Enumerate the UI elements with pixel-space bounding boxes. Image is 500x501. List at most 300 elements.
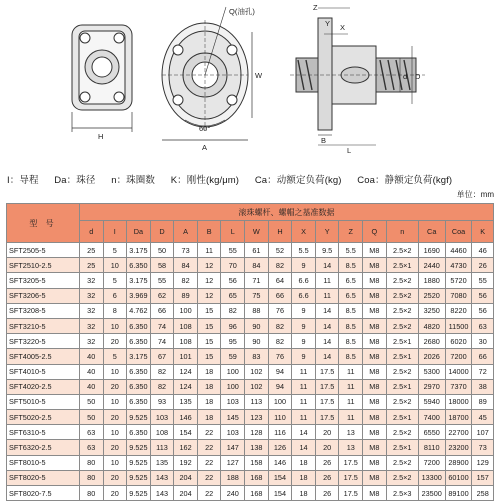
table-cell: 11 bbox=[339, 379, 363, 394]
dim-label-a: A bbox=[202, 143, 208, 152]
column-header: n bbox=[386, 221, 418, 243]
table-cell: 5.5 bbox=[339, 243, 363, 258]
table-cell: 82 bbox=[268, 258, 292, 273]
table-cell: 14 bbox=[315, 258, 339, 273]
table-cell: 2.5×2 bbox=[386, 394, 418, 409]
table-cell: 64 bbox=[268, 273, 292, 288]
table-cell: 9.525 bbox=[127, 470, 151, 485]
table-row bbox=[7, 334, 494, 349]
table-row bbox=[7, 394, 494, 409]
table-cell: 2.5×1 bbox=[386, 334, 418, 349]
table-cell: 9 bbox=[292, 334, 316, 349]
table-cell: 20 bbox=[315, 440, 339, 455]
table-cell: 168 bbox=[245, 486, 269, 501]
table-cell: 14000 bbox=[445, 364, 472, 379]
table-cell: 18 bbox=[197, 394, 221, 409]
column-header: L bbox=[221, 221, 245, 243]
table-cell: 3.175 bbox=[127, 243, 151, 258]
table-cell: 123 bbox=[245, 410, 269, 425]
table-cell: 76 bbox=[268, 349, 292, 364]
table-cell: 20 bbox=[103, 379, 127, 394]
table-cell: M8 bbox=[363, 303, 387, 318]
table-cell: 26 bbox=[315, 486, 339, 501]
table-cell: 17.5 bbox=[339, 470, 363, 485]
table-cell: 26 bbox=[315, 470, 339, 485]
table-row bbox=[7, 440, 494, 455]
table-cell: 2680 bbox=[418, 334, 445, 349]
column-header: I bbox=[103, 221, 127, 243]
table-cell: 10 bbox=[103, 394, 127, 409]
table-cell: M8 bbox=[363, 364, 387, 379]
table-cell: M8 bbox=[363, 318, 387, 333]
table-cell: 10 bbox=[103, 455, 127, 470]
table-cell: 100 bbox=[174, 303, 198, 318]
table-cell: 73 bbox=[472, 440, 494, 455]
table-cell: 6.350 bbox=[127, 318, 151, 333]
table-cell: 2.5×1 bbox=[386, 379, 418, 394]
table-cell: 63 bbox=[472, 318, 494, 333]
table-cell: 1880 bbox=[418, 273, 445, 288]
table-cell: 8.5 bbox=[339, 258, 363, 273]
table-cell: 192 bbox=[174, 455, 198, 470]
table-cell: 18 bbox=[197, 379, 221, 394]
column-header: Ca bbox=[418, 221, 445, 243]
group-header: 滚珠螺杆、螺帽之基准数据 bbox=[79, 204, 493, 221]
table-cell: 143 bbox=[150, 470, 174, 485]
table-cell: 22 bbox=[197, 455, 221, 470]
table-cell: 71 bbox=[245, 273, 269, 288]
legend-static-load: Coa：静额定负荷(kgf) bbox=[357, 175, 453, 186]
table-cell: 124 bbox=[174, 379, 198, 394]
column-header: Z bbox=[339, 221, 363, 243]
table-cell: 25 bbox=[79, 258, 103, 273]
table-cell: 20 bbox=[103, 334, 127, 349]
table-cell: 2.5×2 bbox=[386, 303, 418, 318]
model-cell: SFT6320-2.5 bbox=[7, 440, 80, 455]
table-cell: 11 bbox=[292, 379, 316, 394]
table-cell: 59 bbox=[221, 349, 245, 364]
table-cell: 17.5 bbox=[315, 364, 339, 379]
table-cell: 20 bbox=[103, 470, 127, 485]
table-row bbox=[7, 288, 494, 303]
table-cell: 6020 bbox=[445, 334, 472, 349]
unit-label: 单位：mm bbox=[456, 190, 494, 199]
table-cell: 146 bbox=[268, 455, 292, 470]
table-cell: 15 bbox=[197, 318, 221, 333]
table-row bbox=[7, 379, 494, 394]
table-cell: 113 bbox=[245, 394, 269, 409]
table-cell: 18000 bbox=[445, 394, 472, 409]
table-cell: 168 bbox=[245, 470, 269, 485]
table-cell: M8 bbox=[363, 258, 387, 273]
table-cell: 9.525 bbox=[127, 455, 151, 470]
model-cell: SFT8010-5 bbox=[7, 455, 80, 470]
table-cell: 4.762 bbox=[127, 303, 151, 318]
table-cell: 154 bbox=[268, 470, 292, 485]
table-cell: 5.5 bbox=[292, 243, 316, 258]
table-cell: 14 bbox=[292, 440, 316, 455]
table-cell: 38 bbox=[472, 379, 494, 394]
table-cell: 258 bbox=[472, 486, 494, 501]
table-cell: 17.5 bbox=[315, 379, 339, 394]
table-row bbox=[7, 243, 494, 258]
table-cell: 32 bbox=[79, 303, 103, 318]
table-cell: 65 bbox=[221, 288, 245, 303]
table-cell: 13 bbox=[339, 425, 363, 440]
model-cell: SFT4005-2.5 bbox=[7, 349, 80, 364]
table-cell: 56 bbox=[472, 303, 494, 318]
table-cell: 2026 bbox=[418, 349, 445, 364]
table-cell: 11 bbox=[339, 394, 363, 409]
table-cell: 8.5 bbox=[339, 349, 363, 364]
table-cell: 94 bbox=[268, 379, 292, 394]
dim-label-big-d: D bbox=[415, 72, 421, 81]
table-cell: 15 bbox=[197, 349, 221, 364]
table-cell: 9 bbox=[292, 318, 316, 333]
legend-lead: I：导程 bbox=[7, 175, 39, 186]
dim-label-b: B bbox=[321, 136, 327, 145]
table-cell: 23500 bbox=[418, 486, 445, 501]
column-header: K bbox=[472, 221, 494, 243]
table-cell: 7400 bbox=[418, 410, 445, 425]
column-header: Da bbox=[127, 221, 151, 243]
table-cell: 110 bbox=[268, 410, 292, 425]
table-row bbox=[7, 318, 494, 333]
table-cell: 128 bbox=[245, 425, 269, 440]
table-cell: 20 bbox=[315, 425, 339, 440]
table-cell: 18 bbox=[292, 470, 316, 485]
table-cell: 22 bbox=[197, 486, 221, 501]
table-cell: 10 bbox=[103, 258, 127, 273]
table-cell: 103 bbox=[221, 394, 245, 409]
table-cell: M8 bbox=[363, 410, 387, 425]
column-header: D bbox=[150, 221, 174, 243]
dim-label-d: d bbox=[403, 72, 408, 81]
table-cell: 9.525 bbox=[127, 410, 151, 425]
table-cell: 6.6 bbox=[292, 288, 316, 303]
table-cell: 32 bbox=[79, 288, 103, 303]
table-cell: 113 bbox=[150, 440, 174, 455]
table-cell: 2.5×1 bbox=[386, 349, 418, 364]
table-cell: 4730 bbox=[445, 258, 472, 273]
table-cell: 96 bbox=[221, 318, 245, 333]
table-cell: 32 bbox=[79, 334, 103, 349]
table-cell: 4820 bbox=[418, 318, 445, 333]
table-cell: 204 bbox=[174, 470, 198, 485]
table-cell: 18700 bbox=[445, 410, 472, 425]
table-cell: 116 bbox=[268, 425, 292, 440]
table-cell: 6.350 bbox=[127, 394, 151, 409]
table-cell: 52 bbox=[268, 243, 292, 258]
table-cell: 66 bbox=[268, 288, 292, 303]
table-cell: 154 bbox=[174, 425, 198, 440]
table-cell: 127 bbox=[221, 455, 245, 470]
dim-label-angle: 60° bbox=[199, 124, 211, 133]
table-cell: 58 bbox=[150, 258, 174, 273]
table-cell: 30 bbox=[472, 334, 494, 349]
table-cell: 11 bbox=[339, 410, 363, 425]
table-cell: 2.5×1 bbox=[386, 258, 418, 273]
legend-stiffness: K：刚性(kg/μm) bbox=[170, 175, 240, 186]
table-cell: 61 bbox=[245, 243, 269, 258]
model-cell: SFT5010-5 bbox=[7, 394, 80, 409]
table-cell: 108 bbox=[174, 318, 198, 333]
table-cell: 90 bbox=[245, 318, 269, 333]
table-cell: 5720 bbox=[445, 273, 472, 288]
table-cell: 108 bbox=[174, 334, 198, 349]
table-cell: 72 bbox=[472, 364, 494, 379]
table-cell: 6.350 bbox=[127, 334, 151, 349]
table-cell: 7080 bbox=[445, 288, 472, 303]
table-cell: 14 bbox=[315, 318, 339, 333]
table-cell: 88 bbox=[245, 303, 269, 318]
column-header: X bbox=[292, 221, 316, 243]
table-cell: M8 bbox=[363, 425, 387, 440]
table-cell: 67 bbox=[150, 349, 174, 364]
table-cell: 8.5 bbox=[339, 303, 363, 318]
table-cell: 12 bbox=[197, 288, 221, 303]
table-cell: 82 bbox=[150, 364, 174, 379]
table-cell: 82 bbox=[268, 334, 292, 349]
table-cell: 25 bbox=[79, 243, 103, 258]
column-header: Y bbox=[315, 221, 339, 243]
table-cell: 82 bbox=[174, 273, 198, 288]
table-cell: 9 bbox=[292, 349, 316, 364]
table-cell: 138 bbox=[245, 440, 269, 455]
table-cell: 8.5 bbox=[339, 318, 363, 333]
table-cell: M8 bbox=[363, 379, 387, 394]
model-cell: SFT3220-5 bbox=[7, 334, 80, 349]
column-header-row bbox=[7, 221, 494, 243]
table-cell: 80 bbox=[79, 486, 103, 501]
table-cell: 11500 bbox=[445, 318, 472, 333]
table-cell: 102 bbox=[245, 364, 269, 379]
model-cell: SFT8020-7.5 bbox=[7, 486, 80, 501]
model-cell: SFT3208-5 bbox=[7, 303, 80, 318]
table-cell: M8 bbox=[363, 273, 387, 288]
table-cell: 2.5×2 bbox=[386, 470, 418, 485]
flange-front-view bbox=[162, 7, 252, 140]
table-row bbox=[7, 470, 494, 485]
table-cell: 14 bbox=[315, 334, 339, 349]
table-cell: 157 bbox=[472, 470, 494, 485]
table-cell: 8.5 bbox=[339, 334, 363, 349]
column-header: W bbox=[245, 221, 269, 243]
table-cell: 4460 bbox=[445, 243, 472, 258]
table-cell: 100 bbox=[221, 364, 245, 379]
table-cell: 18 bbox=[292, 486, 316, 501]
table-cell: 22700 bbox=[445, 425, 472, 440]
table-cell: 95 bbox=[221, 334, 245, 349]
table-cell: 2.5×1 bbox=[386, 440, 418, 455]
table-cell: 3250 bbox=[418, 303, 445, 318]
dim-label-y: Y bbox=[325, 19, 331, 28]
table-cell: M8 bbox=[363, 349, 387, 364]
model-cell: SFT6310-5 bbox=[7, 425, 80, 440]
table-cell: 82 bbox=[150, 379, 174, 394]
table-cell: 32 bbox=[79, 273, 103, 288]
model-cell: SFT3210-5 bbox=[7, 318, 80, 333]
table-row bbox=[7, 410, 494, 425]
table-cell: 17.5 bbox=[315, 394, 339, 409]
table-cell: 2.5×1 bbox=[386, 410, 418, 425]
table-cell: 100 bbox=[221, 379, 245, 394]
table-cell: 15 bbox=[197, 303, 221, 318]
table-cell: 124 bbox=[174, 364, 198, 379]
table-cell: 2.5×2 bbox=[386, 273, 418, 288]
table-cell: 45 bbox=[472, 410, 494, 425]
table-cell: 56 bbox=[472, 288, 494, 303]
table-cell: 56 bbox=[221, 273, 245, 288]
model-cell: SFT4020-2.5 bbox=[7, 379, 80, 394]
table-cell: 12 bbox=[197, 273, 221, 288]
table-cell: 73 bbox=[174, 243, 198, 258]
table-cell: 158 bbox=[245, 455, 269, 470]
table-cell: M8 bbox=[363, 470, 387, 485]
table-cell: 11 bbox=[339, 364, 363, 379]
table-cell: 107 bbox=[472, 425, 494, 440]
table-cell: 74 bbox=[150, 318, 174, 333]
table-cell: 32 bbox=[79, 318, 103, 333]
table-cell: 204 bbox=[174, 486, 198, 501]
table-cell: 10 bbox=[103, 318, 127, 333]
spec-table-body bbox=[7, 243, 494, 501]
legend-ball-diameter: Da：珠径 bbox=[54, 175, 96, 186]
table-cell: 55 bbox=[221, 243, 245, 258]
table-cell: 20 bbox=[103, 410, 127, 425]
table-cell: 2.5×2 bbox=[386, 243, 418, 258]
table-row bbox=[7, 486, 494, 501]
table-cell: 11 bbox=[197, 243, 221, 258]
table-cell: 14 bbox=[292, 425, 316, 440]
table-cell: M8 bbox=[363, 455, 387, 470]
table-cell: 28900 bbox=[445, 455, 472, 470]
table-cell: 15 bbox=[197, 334, 221, 349]
table-cell: 13300 bbox=[418, 470, 445, 485]
column-header: A bbox=[174, 221, 198, 243]
table-cell: 8220 bbox=[445, 303, 472, 318]
table-cell: 40 bbox=[79, 364, 103, 379]
table-cell: 62 bbox=[150, 288, 174, 303]
table-cell: 60100 bbox=[445, 470, 472, 485]
table-cell: 145 bbox=[221, 410, 245, 425]
table-cell: 10 bbox=[103, 364, 127, 379]
table-cell: 40 bbox=[79, 379, 103, 394]
table-cell: M8 bbox=[363, 288, 387, 303]
table-cell: 84 bbox=[245, 258, 269, 273]
table-cell: 126 bbox=[268, 440, 292, 455]
table-cell: 70 bbox=[221, 258, 245, 273]
table-row bbox=[7, 349, 494, 364]
table-cell: 89 bbox=[174, 288, 198, 303]
table-cell: 89 bbox=[472, 394, 494, 409]
table-row bbox=[7, 364, 494, 379]
table-cell: 14 bbox=[315, 349, 339, 364]
table-cell: 66 bbox=[150, 303, 174, 318]
table-cell: 240 bbox=[221, 486, 245, 501]
table-cell: 17.5 bbox=[339, 486, 363, 501]
table-cell: 5 bbox=[103, 349, 127, 364]
table-row bbox=[7, 455, 494, 470]
table-cell: 11 bbox=[292, 364, 316, 379]
table-cell: 55 bbox=[150, 273, 174, 288]
oil-hole-label: Q(油孔) bbox=[229, 7, 255, 16]
table-cell: 135 bbox=[150, 455, 174, 470]
model-cell: SFT5020-2.5 bbox=[7, 410, 80, 425]
table-cell: 10 bbox=[103, 425, 127, 440]
table-cell: 11 bbox=[292, 394, 316, 409]
table-cell: 6.350 bbox=[127, 379, 151, 394]
table-cell: 20 bbox=[103, 440, 127, 455]
table-cell: 7200 bbox=[418, 455, 445, 470]
table-cell: 66 bbox=[472, 349, 494, 364]
table-cell: 18 bbox=[197, 410, 221, 425]
model-cell: SFT8020-5 bbox=[7, 470, 80, 485]
table-cell: 11 bbox=[292, 410, 316, 425]
table-cell: 83 bbox=[245, 349, 269, 364]
legend-line bbox=[7, 172, 497, 186]
table-cell: 143 bbox=[150, 486, 174, 501]
table-cell: 17.5 bbox=[315, 410, 339, 425]
model-header: 型 号 bbox=[7, 204, 80, 243]
model-cell: SFT3205-5 bbox=[7, 273, 80, 288]
legend-dynamic-load: Ca：动额定负荷(kg) bbox=[254, 175, 342, 186]
table-cell: 2520 bbox=[418, 288, 445, 303]
table-cell: 9 bbox=[292, 303, 316, 318]
column-header: H bbox=[268, 221, 292, 243]
table-cell: 6.350 bbox=[127, 364, 151, 379]
legend-ball-circuits: n：珠圈数 bbox=[111, 175, 155, 186]
table-cell: 76 bbox=[268, 303, 292, 318]
table-cell: M8 bbox=[363, 394, 387, 409]
table-cell: M8 bbox=[363, 334, 387, 349]
table-row bbox=[7, 425, 494, 440]
table-cell: 6.5 bbox=[339, 273, 363, 288]
table-cell: 50 bbox=[79, 410, 103, 425]
table-cell: 74 bbox=[150, 334, 174, 349]
dim-label-l: L bbox=[347, 146, 352, 155]
table-cell: 129 bbox=[472, 455, 494, 470]
model-cell: SFT2510-2.5 bbox=[7, 258, 80, 273]
table-cell: 6550 bbox=[418, 425, 445, 440]
table-cell: 103 bbox=[150, 410, 174, 425]
table-cell: 1690 bbox=[418, 243, 445, 258]
table-cell: 94 bbox=[268, 364, 292, 379]
table-cell: 8110 bbox=[418, 440, 445, 455]
table-cell: M8 bbox=[363, 243, 387, 258]
table-cell: 108 bbox=[150, 425, 174, 440]
table-cell: 2970 bbox=[418, 379, 445, 394]
model-cell: SFT2505-5 bbox=[7, 243, 80, 258]
table-cell: 11 bbox=[315, 288, 339, 303]
dim-label-h: H bbox=[98, 132, 104, 141]
table-cell: 162 bbox=[174, 440, 198, 455]
flange-side-view bbox=[72, 25, 132, 132]
table-cell: 50 bbox=[79, 394, 103, 409]
table-cell: M8 bbox=[363, 486, 387, 501]
table-cell: 18 bbox=[197, 364, 221, 379]
table-cell: 11 bbox=[315, 273, 339, 288]
table-cell: 8 bbox=[103, 303, 127, 318]
table-cell: 23200 bbox=[445, 440, 472, 455]
table-cell: 146 bbox=[174, 410, 198, 425]
table-cell: 3.175 bbox=[127, 349, 151, 364]
table-cell: 2.5×2 bbox=[386, 425, 418, 440]
table-cell: 6.350 bbox=[127, 258, 151, 273]
table-cell: 7200 bbox=[445, 349, 472, 364]
table-cell: 50 bbox=[150, 243, 174, 258]
column-header: d bbox=[79, 221, 103, 243]
